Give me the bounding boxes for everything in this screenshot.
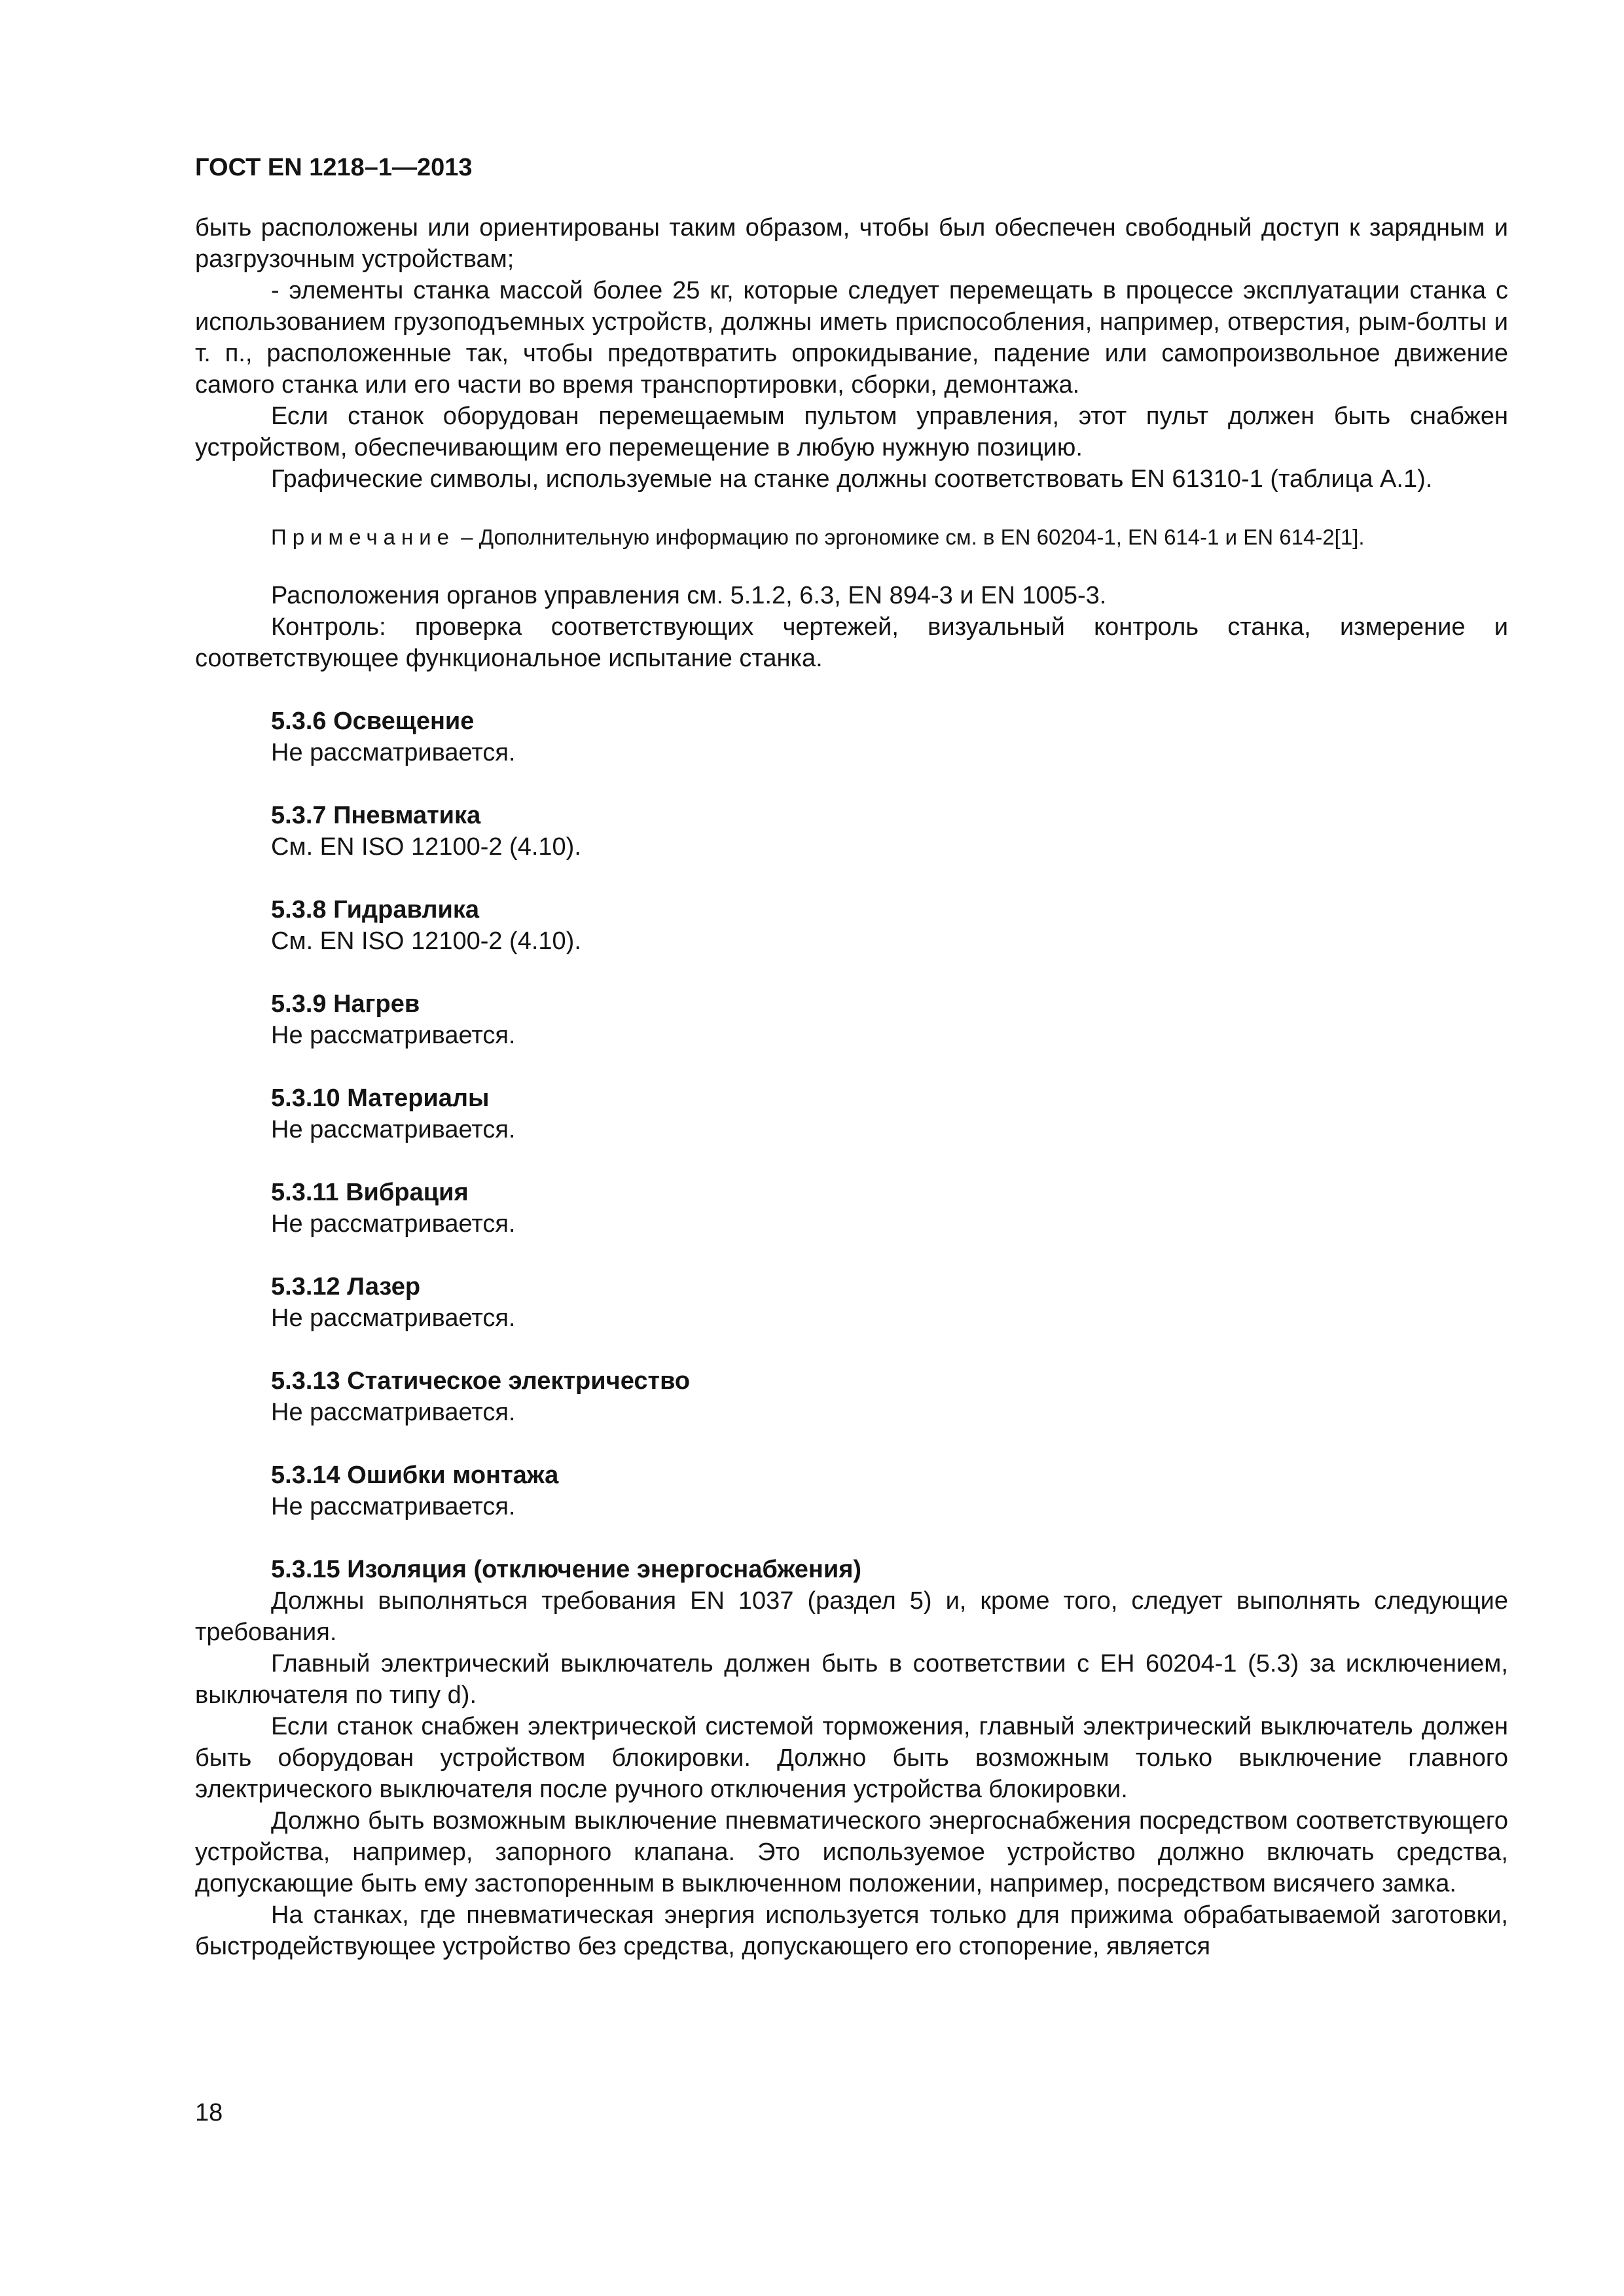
isolation-paragraph-4: Должно быть возможным выключение пневматического энергоснабжения посредством соответствующего устройства, например, запорного клапана. Это используемое устройство должно включать средства, допускающие быть ему застопоренным в выключенном положении, например, посредством висячего замка. xyxy=(195,1807,1508,1897)
section-title: 5.3.8 Гидравлика xyxy=(271,896,480,924)
section-title: 5.3.14 Ошибки монтажа xyxy=(271,1462,559,1489)
document-page xyxy=(195,152,1508,2220)
intro-paragraph-1: быть расположены или ориентированы таким образом, чтобы был обеспечен свободный доступ к зарядным и разгрузочным устройствам; xyxy=(195,214,1508,273)
intro-paragraph-3: Если станок оборудован перемещаемым пультом управления, этот пульт должен быть снабжен устройством, обеспечивающим его перемещение в любую нужную позицию. xyxy=(195,403,1508,461)
controls-location-paragraph: Расположения органов управления см. 5.1.2, 6.3, EN 894-3 и EN 1005-3. xyxy=(271,582,1107,609)
section-assembly-errors xyxy=(195,1460,1508,1522)
isolation-paragraph-2: Главный электрический выключатель должен быть в соответствии с ЕН 60204-1 (5.3) за исключением, выключателя по типу d). xyxy=(195,1650,1508,1709)
section-hydraulics xyxy=(195,894,1508,957)
isolation-paragraph-3: Если станок снабжен электрической системой торможения, главный электрический выключатель должен быть оборудован устройством блокировки. Должно быть возможным только выключение главного электрического выключателя после ручного отключения устройства блокировки. xyxy=(195,1713,1508,1803)
section-title: 5.3.11 Вибрация xyxy=(271,1179,469,1206)
section-body: Не рассматривается. xyxy=(271,1210,516,1238)
section-lighting xyxy=(195,706,1508,768)
section-vibration xyxy=(195,1177,1508,1240)
intro-paragraph-2: - элементы станка массой более 25 кг, которые следует перемещать в процессе эксплуатации станка с использованием грузоподъемных устройств, должны иметь приспособления, например, отверстия, рым-болты и т. п., расположенные так, чтобы предотвратить опрокидывание, падение или самопроизвольное движение самого станка или его части во время транспортировки, сборки, демонтажа. xyxy=(195,277,1508,399)
intro-paragraph-4: Графические символы, используемые на станке должны соответствовать EN 61310-1 (таблица А.1). xyxy=(271,465,1433,493)
section-title: 5.3.12 Лазер xyxy=(271,1273,421,1300)
section-body: Не рассматривается. xyxy=(271,1304,516,1332)
section-title: 5.3.6 Освещение xyxy=(271,708,475,735)
page-number: 18 xyxy=(195,2099,223,2126)
note-label: Примечание xyxy=(271,525,456,549)
section-materials xyxy=(195,1083,1508,1145)
isolation-paragraphs xyxy=(195,1585,1508,1962)
isolation-paragraph-1: Должны выполняться требования EN 1037 (раздел 5) и, кроме того, следует выполнять следующие требования. xyxy=(195,1587,1508,1646)
section-title: 5.3.13 Статическое электричество xyxy=(271,1367,691,1395)
section-body: Не рассматривается. xyxy=(271,1399,516,1426)
section-title: 5.3.7 Пневматика xyxy=(271,802,481,829)
section-pneumatics xyxy=(195,800,1508,863)
section-title: 5.3.9 Нагрев xyxy=(271,990,420,1018)
section-isolation xyxy=(195,1554,1508,1585)
section-title: 5.3.15 Изоляция (отключение энергоснабжения) xyxy=(271,1556,862,1583)
section-body: Не рассматривается. xyxy=(271,1493,516,1520)
note-text: Дополнительную информацию по эргономике см. в EN 60204-1, EN 614-1 и EN 614-2[1]. xyxy=(478,525,1365,549)
section-body: Не рассматривается. xyxy=(271,1116,516,1143)
section-heating xyxy=(195,988,1508,1051)
isolation-paragraph-5: На станках, где пневматическая энергия используется только для прижима обрабатываемой заготовки, быстродействующее устройство без средства, допускающего его стопорение, является xyxy=(195,1901,1508,1960)
section-title: 5.3.10 Материалы xyxy=(271,1085,490,1112)
note-block xyxy=(195,524,1508,551)
standard-header: ГОСТ EN 1218–1—2013 xyxy=(195,154,473,181)
section-static-electricity xyxy=(195,1365,1508,1428)
section-body: См. EN ISO 12100-2 (4.10). xyxy=(271,927,581,955)
verification-paragraph: Контроль: проверка соответствующих чертежей, визуальный контроль станка, измерение и соответствующее функциональное испытание станка. xyxy=(195,613,1508,672)
note-dash: – xyxy=(455,525,479,549)
section-body: См. EN ISO 12100-2 (4.10). xyxy=(271,833,581,861)
section-body: Не рассматривается. xyxy=(271,739,516,766)
section-body: Не рассматривается. xyxy=(271,1022,516,1049)
section-laser xyxy=(195,1271,1508,1334)
